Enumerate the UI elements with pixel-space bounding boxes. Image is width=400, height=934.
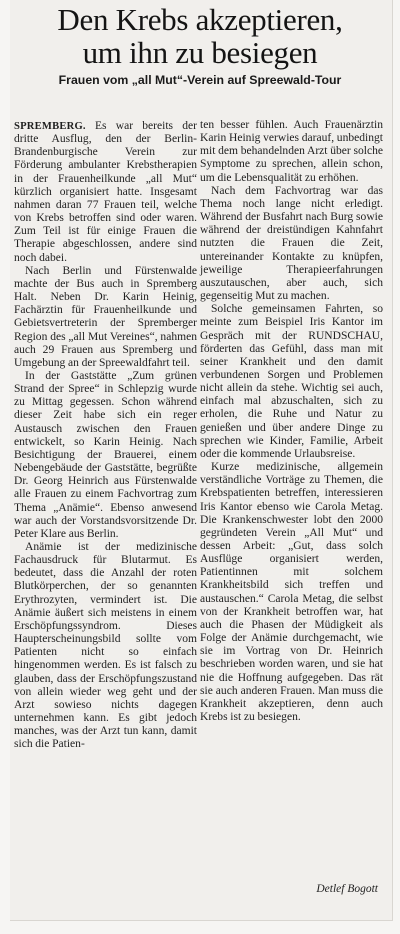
dateline: SPREMBERG. <box>14 121 86 132</box>
paragraph: In der Gaststätte „Zum grünen Strand der Spree“ in Schlepzig wurde zu Mittag gegessen. Schon während dieser Zeit habe sich ein reger Austausch zwischen den Frauen entwickelt, so Karin Heinig. Nach Besichtigung der Brauerei, einem Nebengebäude der Gaststätte, begrüßte Dr. Georg Heinrich aus Fürstenwalde alle Frauen zu einem Fachvortrag zum Thema „Anämie“. Ebenso anwesend war auch der Vorstandsvorsitzende Dr. Peter Klare aus Berlin. <box>14 369 197 540</box>
article-column-left <box>14 120 197 918</box>
article-column-right <box>200 119 383 917</box>
headline-line-1: Den Krebs akzeptieren, <box>57 2 343 37</box>
paragraph: Anämie ist der medizinische Fachausdruck für Blutarmut. Es bedeutet, dass die Anzahl der roten Blutkörperchen, der so genannten Erythrozyten, vermindert ist. Die Anämie äußert sich meistens in einem Erschöpfungssyndrom. Dieses Haupterscheinungsbild sollte vom Patienten nicht so einfach hingenommen werden. Es ist falsch zu glauben, dass der Erschöpfungszustand von allein wieder weg geht und der Arzt sowieso nichts dagegen unternehmen kann. Es gibt jedoch manches, was der Arzt tun kann, damit sich die Patien- <box>14 541 197 751</box>
paragraph: Nach dem Fachvortrag war das Thema noch lange nicht erledigt. Während der Busfahrt nach Burg sowie während der dreistündigen Kahnfahrt nutzten die Frauen die Zeit, untereinander Kontakte zu knüpfen, jeweilige Therapieerfahrungen auszutauschen, aber auch, sich gegenseitig Mut zu machen. <box>200 184 383 303</box>
paragraph: Solche gemeinsamen Fahrten, so meinte zum Beispiel Iris Kantor im Gespräch mit der RUNDSCHAU, förderten das Gefühl, dass man mit seiner Krankheit und den damit verbundenen Sorgen und Problemen nicht allein da stehe. Wichtig sei auch, einfach mal abzuschalten, sich zu erholen, die Ruhe und Natur zu genießen und über andere Dinge zu sprechen wie Kinder, Familie, Arbeit oder die kommende Urlaubsreise. <box>200 303 383 460</box>
paragraph: Kurze medizinische, allgemein verständliche Vorträge zu Themen, die Krebspatienten betreffen, interessieren Iris Kantor ebenso wie Carola Metag. Die Krankenschwester lobt den 2000 gegründeten Verein „All Mut“ und dessen Arbeit: „Gut, dass solch Ausflüge organisiert werden, Patientinnen mit solchem Krankheitsbild sich treffen und austauschen.“ Carola Metag, die selbst von der Krankheit betroffen war, hat auch die Phasen der Müdigkeit als Folge der Anämie durchgemacht, wie sie im Vortrag von Dr. Heinrich beschrieben worden waren, und sie hat nie die Hoffnung aufgegeben. Das rät sie auch anderen Frauen. Man muss die Krankheit akzeptieren, denn auch Krebs ist zu besiegen. <box>200 461 383 724</box>
byline: Detlef Bogott <box>316 883 378 895</box>
paragraph: Nach Berlin und Fürstenwalde machte der Bus auch in Spremberg Halt. Neben Dr. Karin Heinig, Fachärztin für Frauenheilkunde und Gebietsvertreterin der Spremberger Region des „all Mut Vereines“, nahmen auch 29 Frauen aus Spremberg und Umgebung an der Spreewaldfahrt teil. <box>14 264 197 369</box>
headline <box>14 3 386 69</box>
paragraph: SPREMBERG. Es war bereits der dritte Ausflug, den der Berlin-Brandenburgische Verein zur Förderung ambulanter Krebstherapien in der Frauenheilkunde „all Mut“ kürzlich organisiert hatte. Insgesamt nahmen daran 77 Frauen teil, welche von Krebs betroffen sind oder waren. Zum Teil ist für einige Frauen die Therapie abgeschlossen, andere sind noch dabei. <box>14 120 197 264</box>
subheadline: Frauen vom „all Mut“-Verein auf Spreewald-Tour <box>58 73 342 87</box>
headline-line-2: um ihn zu besiegen <box>82 35 318 70</box>
paragraph: ten besser fühlen. Auch Frauenärztin Karin Heinig verwies darauf, unbedingt mit dem behandelnden Arzt über solche Symptome zu sprechen, allein schon, um die Lebensqualität zu erhöhen. <box>200 119 383 184</box>
